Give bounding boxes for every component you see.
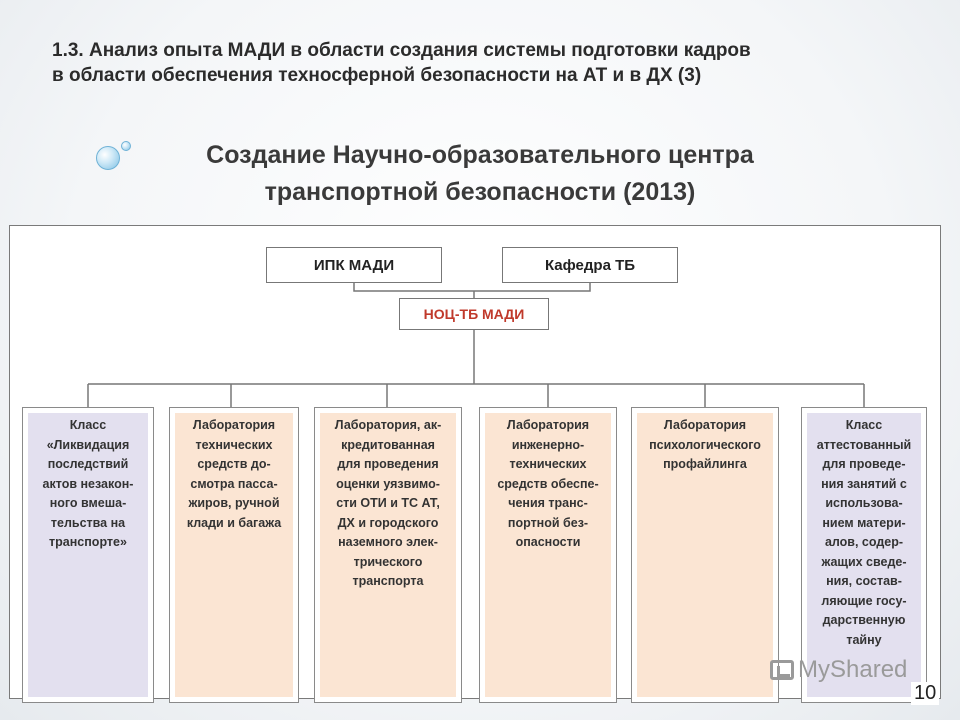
unit-line: транспорте» bbox=[49, 535, 127, 549]
unit-lab-profiling bbox=[631, 407, 779, 703]
ipk-madi-box: ИПК МАДИ bbox=[266, 247, 442, 283]
unit-line: портной без- bbox=[507, 515, 589, 530]
noc-tb-madi-box: НОЦ-ТБ МАДИ bbox=[399, 298, 549, 330]
header-line-1: 1.3. Анализ опыта МАДИ в области создания системы подготовки кадров bbox=[52, 40, 751, 61]
unit-line: психологического bbox=[649, 437, 761, 452]
unit-text bbox=[28, 413, 148, 697]
unit-line: для проведения bbox=[337, 457, 439, 471]
connector-top-bar bbox=[354, 283, 590, 291]
unit-line: последствий bbox=[47, 457, 129, 471]
unit-lab-vulnerability bbox=[314, 407, 462, 703]
unit-line: сти ОТИ и ТС АТ, bbox=[336, 496, 440, 510]
unit-line: Лаборатория, ак- bbox=[334, 418, 442, 432]
unit-line: аттестованный bbox=[816, 437, 912, 452]
unit-line: профайлинга bbox=[663, 457, 747, 471]
unit-line: использова- bbox=[825, 496, 903, 510]
unit-line: оценки уязвимо- bbox=[336, 476, 440, 491]
unit-line: ния, состав- bbox=[826, 574, 902, 588]
subtitle-line-1: Создание Научно-образовательного центра bbox=[206, 141, 754, 169]
unit-line: кредитованная bbox=[341, 437, 435, 452]
unit-line: жиров, ручной bbox=[188, 496, 280, 510]
unit-lab-screening bbox=[169, 407, 299, 703]
unit-line: Лаборатория bbox=[506, 418, 590, 432]
unit-line: наземного элек- bbox=[338, 535, 438, 549]
unit-line: средств обеспе- bbox=[497, 476, 599, 491]
unit-text bbox=[807, 413, 921, 697]
unit-line: ния занятий с bbox=[821, 476, 907, 491]
unit-line: Класс bbox=[69, 418, 107, 432]
header-line-2: в области обеспечения техносферной безопасности на АТ и в ДХ (3) bbox=[52, 65, 702, 86]
unit-line: жащих сведе- bbox=[821, 554, 907, 569]
unit-line: ДХ и городского bbox=[337, 515, 439, 530]
unit-text bbox=[175, 413, 293, 697]
unit-line: технических bbox=[509, 457, 587, 471]
unit-line: для проведе- bbox=[822, 457, 906, 471]
unit-line: ного вмеша- bbox=[49, 496, 127, 510]
unit-line: чения транс- bbox=[508, 496, 588, 510]
unit-line: актов незакон- bbox=[42, 476, 134, 491]
unit-line: клади и багажа bbox=[186, 515, 282, 530]
unit-line: «Ликвидация bbox=[46, 437, 130, 452]
unit-line: Класс bbox=[845, 418, 883, 432]
unit-line: средств до- bbox=[197, 457, 271, 471]
unit-line: тельства на bbox=[50, 515, 126, 530]
unit-line: транспорта bbox=[352, 574, 424, 588]
unit-line: опасности bbox=[515, 535, 581, 549]
presentation-screen-icon bbox=[770, 660, 794, 680]
page-number: 10 bbox=[911, 682, 939, 705]
unit-class-terrorism bbox=[22, 407, 154, 703]
unit-line: смотра пасса- bbox=[190, 476, 278, 491]
unit-text bbox=[485, 413, 611, 697]
unit-text bbox=[637, 413, 773, 697]
unit-line: алов, содер- bbox=[824, 535, 904, 549]
watermark-text: MyShared bbox=[798, 656, 908, 683]
unit-line: нием матери- bbox=[822, 515, 906, 530]
unit-line: ляющие госу- bbox=[821, 593, 907, 608]
unit-line: Лаборатория bbox=[192, 418, 276, 432]
subtitle-line-2: транспортной безопасности (2013) bbox=[264, 178, 696, 206]
unit-lab-engineering bbox=[479, 407, 617, 703]
unit-line: тайну bbox=[846, 632, 882, 647]
unit-line: трического bbox=[353, 554, 423, 569]
unit-line: дарственную bbox=[822, 613, 906, 627]
myshared-watermark bbox=[770, 656, 907, 684]
kafedra-tb-box: Кафедра ТБ bbox=[502, 247, 678, 283]
unit-text bbox=[320, 413, 456, 697]
unit-line: инженерно- bbox=[511, 437, 585, 452]
unit-line: Лаборатория bbox=[663, 418, 747, 432]
unit-line: технических bbox=[195, 437, 273, 452]
